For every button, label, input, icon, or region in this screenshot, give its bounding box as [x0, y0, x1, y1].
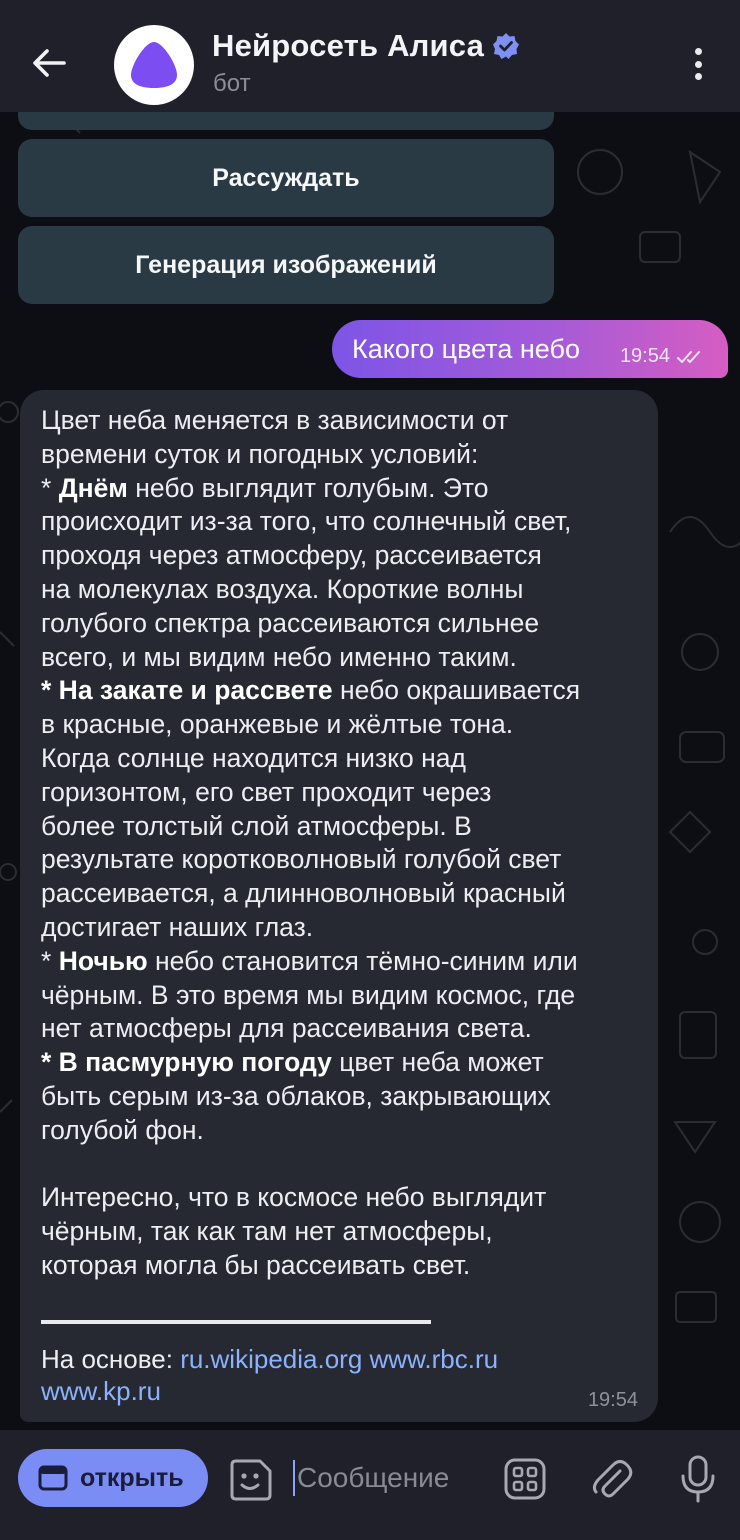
message-line	[41, 742, 636, 776]
line-text: горизонтом, его свет проходит через	[41, 776, 492, 807]
line-text: голубой фон.	[41, 1114, 204, 1145]
keyboard-button-reason[interactable]: Рассуждать	[18, 139, 554, 217]
chat-title: Нейросеть Алиса	[212, 28, 485, 63]
outgoing-message[interactable]	[332, 320, 728, 378]
bullet-marker: *	[41, 945, 59, 976]
bold-term: * В пасмурную погоду	[41, 1047, 332, 1078]
dot-icon	[695, 61, 702, 68]
message-line	[41, 573, 636, 607]
open-app-button[interactable]	[18, 1449, 208, 1507]
source-link-kp[interactable]: www.kp.ru	[41, 1376, 161, 1406]
chat-title-row[interactable]	[212, 28, 520, 64]
message-input-bar	[0, 1430, 740, 1540]
line-text: чёрным, так как там нет атмосферы,	[41, 1216, 493, 1247]
line-text: происходит из-за того, что солнечный свет,	[41, 506, 572, 537]
verified-badge-icon	[492, 32, 520, 60]
message-line	[41, 1114, 636, 1148]
message-line	[41, 1181, 636, 1215]
microphone-icon[interactable]	[678, 1454, 718, 1504]
line-text: Цвет неба меняется в зависимости от	[41, 405, 509, 435]
sources	[41, 1343, 498, 1407]
chat-subtitle: бот	[213, 70, 251, 97]
message-line	[41, 979, 636, 1013]
message-line	[41, 708, 636, 742]
message-line	[41, 607, 636, 641]
message-line	[41, 404, 636, 438]
message-input[interactable]	[297, 1456, 487, 1500]
line-text: Когда солнце находится низко над	[41, 742, 466, 773]
line-text: проходя через атмосферу, рассеивается	[41, 540, 542, 571]
more-options-button[interactable]	[680, 42, 716, 86]
message-line	[41, 776, 636, 810]
line-text: нет атмосферы для рассеивания света.	[41, 1013, 532, 1044]
alice-logo-icon	[128, 39, 180, 91]
apps-grid-icon[interactable]	[503, 1457, 547, 1501]
message-line	[41, 945, 636, 979]
line-text: рассеивается, а длинноволновый красный	[41, 878, 566, 909]
incoming-message[interactable]	[20, 390, 658, 1422]
message-line	[41, 641, 636, 675]
line-text: результате коротковолновый голубой свет	[41, 844, 562, 875]
line-text: Интересно, что в космосе небо выглядит	[41, 1182, 547, 1213]
source-link-wikipedia[interactable]: ru.wikipedia.org	[180, 1344, 363, 1374]
divider	[41, 1320, 431, 1324]
bold-term: Ночью	[58, 945, 148, 976]
message-line	[41, 438, 636, 472]
chat-header	[0, 0, 740, 112]
line-text: небо становится тёмно-синим или	[147, 945, 578, 976]
line-text: голубого спектра рассеиваются сильнее	[41, 607, 540, 638]
line-text: небо выглядит голубым. Это	[127, 472, 489, 503]
line-text: в красные, оранжевые и жёлтые тона.	[41, 709, 514, 740]
open-app-label: открыть	[80, 1463, 184, 1492]
bullet-marker: *	[41, 472, 59, 503]
bold-term: * На закате и рассвете	[41, 675, 333, 706]
message-line	[41, 1215, 636, 1249]
sources-label: На основе:	[41, 1344, 173, 1374]
paperclip-icon[interactable]	[590, 1457, 634, 1501]
line-text: небо окрашивается	[332, 675, 581, 706]
bot-avatar[interactable]	[114, 25, 194, 105]
message-line	[41, 674, 636, 708]
line-text: всего, и мы видим небо именно таким.	[41, 641, 517, 672]
message-line	[41, 810, 636, 844]
back-button[interactable]	[22, 38, 76, 88]
message-line	[41, 1046, 636, 1080]
message-line	[41, 1012, 636, 1046]
message-line	[41, 472, 636, 506]
dot-icon	[695, 73, 702, 80]
sticker-icon[interactable]	[228, 1457, 274, 1503]
source-link-rbc[interactable]: www.rbc.ru	[369, 1344, 499, 1374]
message-meta	[620, 345, 708, 368]
line-text: чёрным. В это время мы видим космос, где	[41, 979, 576, 1010]
window-icon	[38, 1465, 68, 1491]
line-text: которая могла бы рассеивать свет.	[41, 1249, 471, 1280]
message-line	[41, 539, 636, 573]
line-text: быть серым из-за облаков, закрывающих	[41, 1080, 551, 1111]
blank-line	[41, 1148, 636, 1182]
line-text: цвет неба может	[331, 1047, 544, 1078]
line-text: на молекулах воздуха. Короткие волны	[41, 573, 524, 604]
arrow-left-icon	[32, 48, 66, 78]
message-line	[41, 843, 636, 877]
double-check-icon	[676, 349, 708, 365]
message-text: Какого цвета небо	[352, 333, 580, 364]
keyboard-button-image-generation[interactable]: Генерация изображений	[18, 226, 554, 304]
message-line	[41, 505, 636, 539]
message-line	[41, 1080, 636, 1114]
text-cursor	[293, 1460, 295, 1496]
message-time: 19:54	[587, 1389, 638, 1411]
line-text: времени суток и погодных условий:	[41, 438, 479, 469]
line-text: более толстый слой атмосферы. В	[41, 810, 472, 841]
message-line	[41, 877, 636, 911]
message-body	[41, 404, 636, 1283]
bold-term: Днём	[58, 472, 128, 503]
line-text: достигает наших глаз.	[41, 911, 314, 942]
message-line	[41, 911, 636, 945]
message-line	[41, 1249, 636, 1283]
message-time: 19:54	[619, 345, 670, 367]
keyboard-button-partial[interactable]	[18, 112, 554, 130]
dot-icon	[695, 48, 702, 55]
